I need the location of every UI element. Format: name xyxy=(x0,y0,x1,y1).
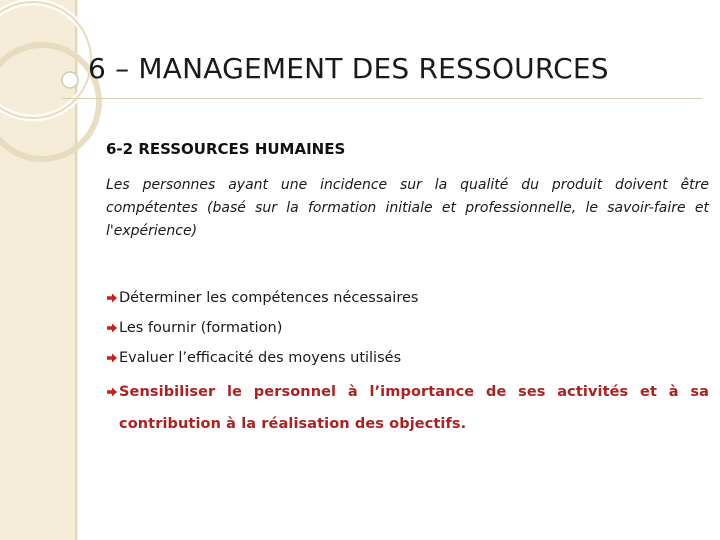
arrow-right-icon xyxy=(106,322,118,334)
arrow-right-icon xyxy=(106,292,118,304)
title-divider xyxy=(62,98,702,99)
intro-paragraph: Les personnes ayant une incidence sur la qualité du produit doivent être compétentes (basé sur la formation initiale et professionnelle, le savoir-faire et l'expérience) xyxy=(106,177,709,239)
bullet-item xyxy=(106,343,709,373)
page-title: 6 – MANAGEMENT DES RESSOURCES xyxy=(88,52,609,85)
bullet-text: Sensibiliser le personnel à l’importance de ses activités et à sa contribution à la réalisation des objectifs. xyxy=(119,384,709,432)
bullet-item xyxy=(106,283,709,313)
bullet-text: Evaluer l’efficacité des moyens utilisés xyxy=(119,350,402,366)
section-subtitle: 6-2 RESSOURCES HUMAINES xyxy=(106,140,346,158)
bullet-list xyxy=(106,283,709,440)
bullet-item xyxy=(106,313,709,343)
bullet-text: Déterminer les compétences nécessaires xyxy=(119,290,419,306)
arrow-right-icon xyxy=(106,352,118,364)
arrow-right-icon xyxy=(106,386,118,398)
bullet-item-emphasis xyxy=(106,376,709,440)
bullet-text: Les fournir (formation) xyxy=(119,320,283,336)
